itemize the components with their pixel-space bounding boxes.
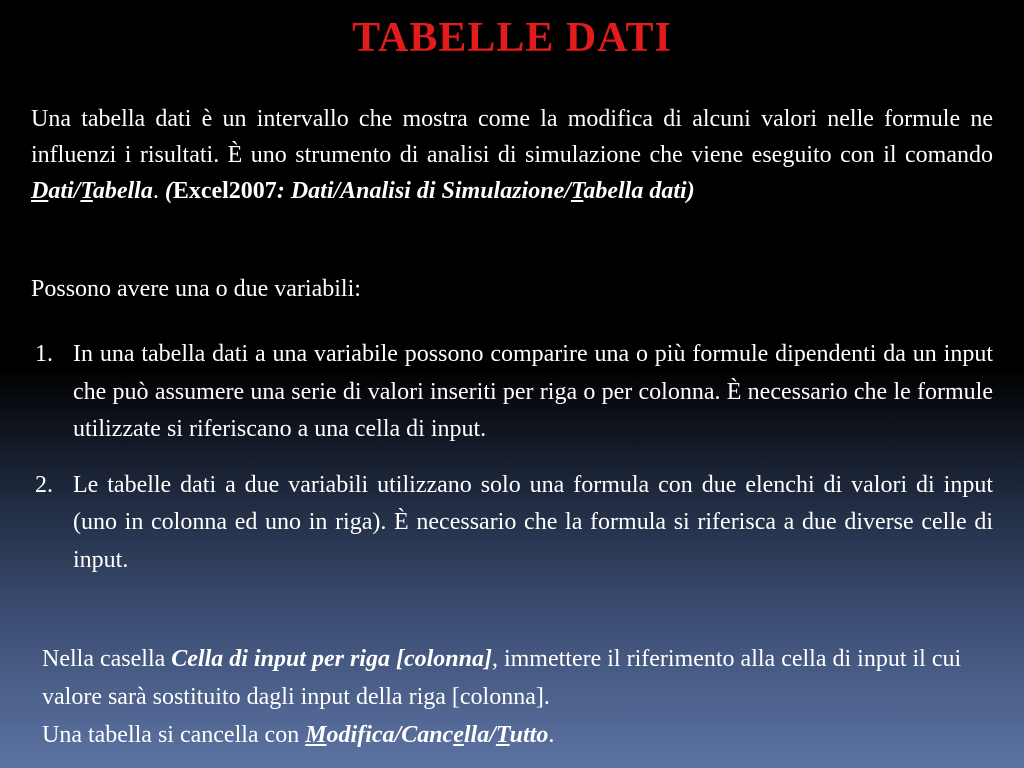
command-part: utto (509, 722, 549, 748)
path-part: Dati/Analisi di Simulazione/ (284, 178, 571, 204)
command-hotkey-d: D (31, 178, 49, 204)
note-line3-pre: Una tabella si cancella con (42, 722, 306, 748)
slide-title: TABELLE DATI (352, 15, 672, 61)
numbered-list (31, 336, 993, 579)
path-hotkey-t: T (570, 178, 584, 204)
intro-paragraph (31, 101, 993, 209)
paren-open: ( (164, 178, 173, 204)
command-hotkey-m: M (305, 722, 327, 748)
excel2007-path (285, 178, 687, 204)
command-hotkey-t: T (495, 722, 510, 748)
colon: : (276, 178, 285, 204)
command-part: abella (92, 178, 153, 204)
intro-text-1: Una tabella dati è un intervallo che mostra come la modifica di alcuni valori nelle formule ne influenzi i risultati. È uno strumento di analisi di simulazione che viene eseguito con il comando (31, 106, 993, 168)
list-item (31, 467, 993, 580)
note-mid: , immettere il riferimento alla cella di input il cui valore sarà sostituito dagli input della riga [colonna]. (42, 646, 962, 710)
command-hotkey-e: e (453, 722, 464, 748)
command-part: odifica/Canc (326, 722, 454, 748)
note-pre: Nella casella (42, 646, 172, 672)
paren-close: ) (686, 178, 695, 204)
excel-version: Excel2007 (172, 178, 277, 204)
note-end: . (548, 722, 555, 748)
command-part: lla/ (463, 722, 496, 748)
intro-text-2: . (152, 178, 165, 204)
list-item-text: Le tabelle dati a due variabili utilizzano solo una formula con due elenchi di valori di input (uno in colonna ed uno in riga). È necessario che la formula si riferisca a due diverse celle di input. (73, 471, 993, 573)
command-dati-tabella (31, 178, 153, 204)
variables-line: Possono avere una o due variabili: (31, 276, 361, 302)
list-item-number: 1. (35, 341, 53, 367)
note-paragraph (42, 640, 1004, 754)
list-item-text: In una tabella dati a una variabile possono comparire una o più formule dipendenti da un input che può assumere una serie di valori inseriti per riga o per colonna. È necessario che le formule utilizzate si riferiscano a una cella di input. (73, 341, 993, 442)
command-part: ati/ (48, 178, 81, 204)
list-item (31, 336, 993, 449)
command-hotkey-t: T (80, 178, 93, 204)
list-item-number: 2. (35, 471, 53, 498)
command-modifica-cancella-tutto (305, 722, 548, 748)
field-name: Cella di input per riga [colonna] (171, 646, 492, 672)
path-part: abella dati (583, 178, 687, 204)
